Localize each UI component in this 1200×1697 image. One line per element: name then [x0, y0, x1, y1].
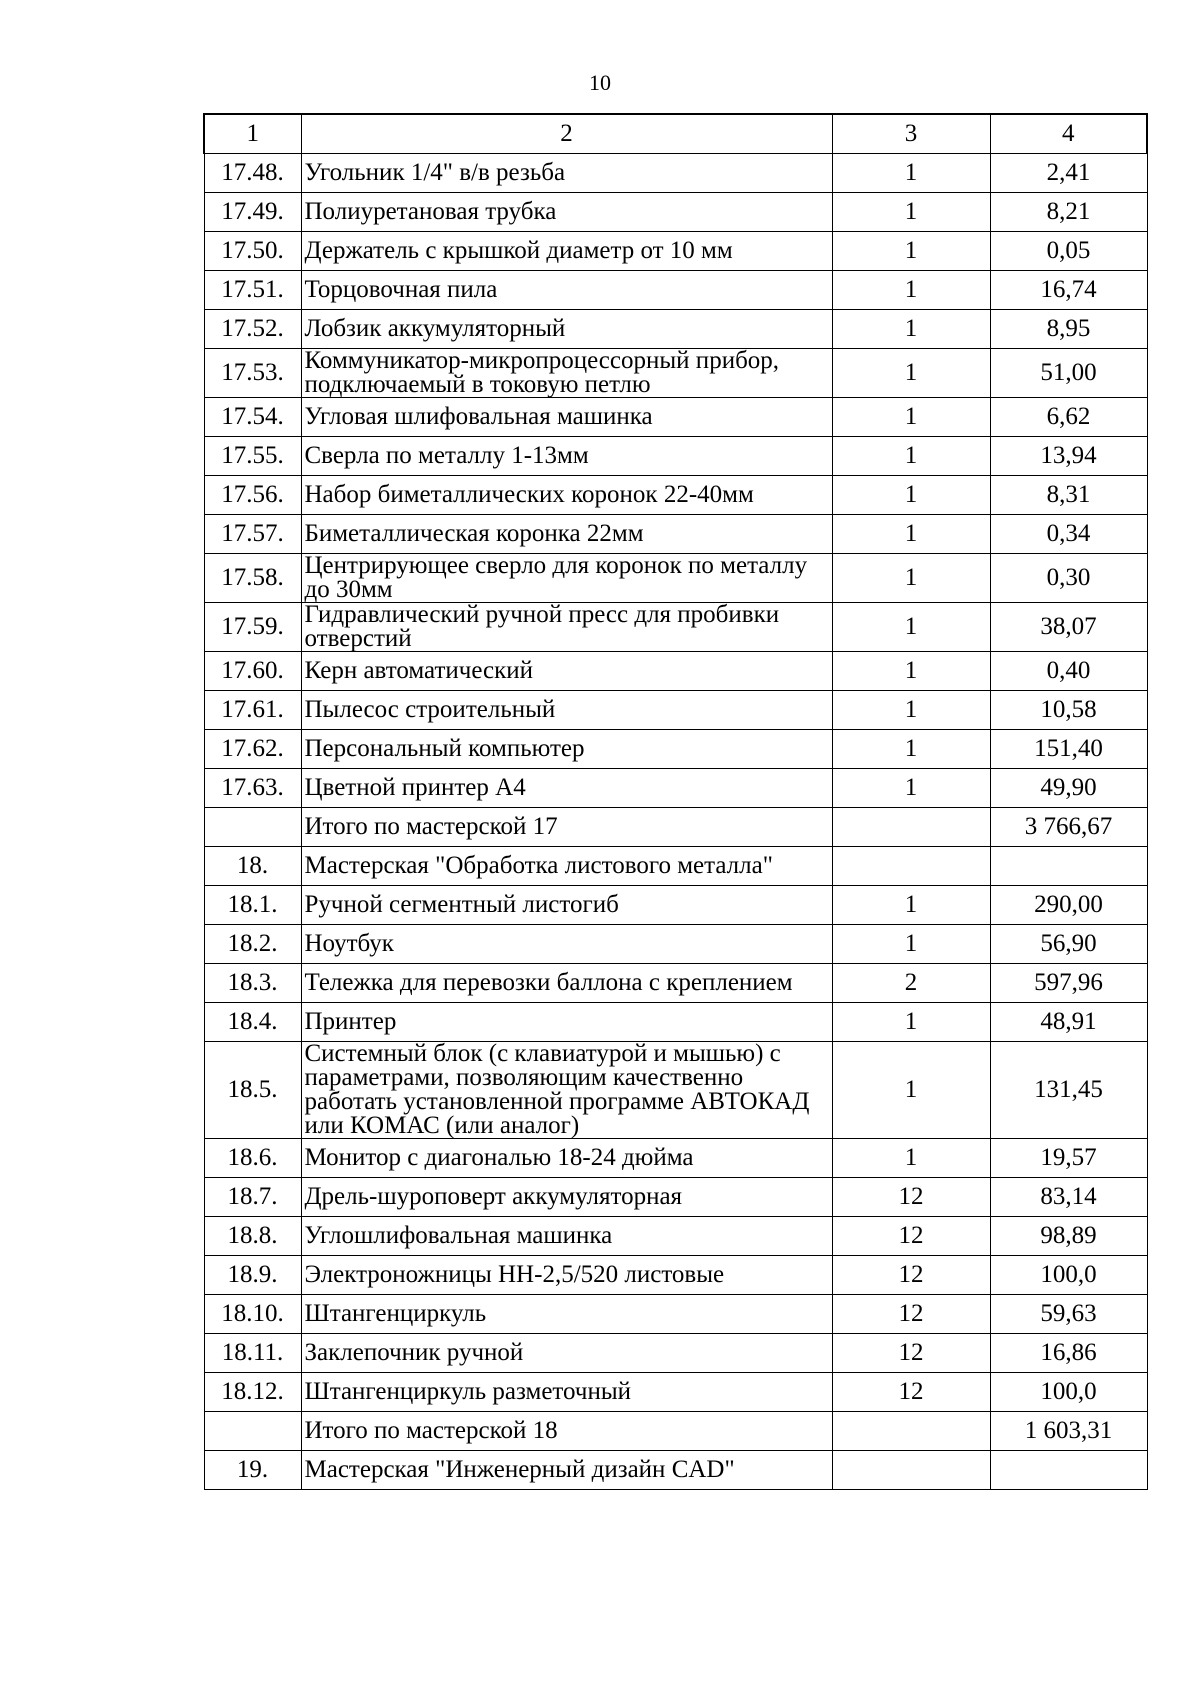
item-quantity [832, 847, 990, 886]
page-number: 10 [589, 70, 611, 95]
item-quantity: 1 [832, 769, 990, 808]
item-value: 48,91 [990, 1003, 1147, 1042]
item-quantity: 12 [832, 1217, 990, 1256]
item-value: 0,05 [990, 232, 1147, 271]
item-name: Заклепочник ручной [301, 1334, 832, 1373]
row-number: 17.55. [204, 437, 301, 476]
table-row [204, 398, 1147, 437]
table-row [204, 476, 1147, 515]
item-value: 3 766,67 [990, 808, 1147, 847]
item-quantity: 1 [832, 1003, 990, 1042]
item-quantity: 1 [832, 1042, 990, 1139]
column-header-3: 3 [832, 114, 990, 154]
table-row [204, 1451, 1147, 1490]
item-name: Угольник 1/4" в/в резьба [301, 154, 832, 193]
item-name: Итого по мастерской 18 [301, 1412, 832, 1451]
item-name: Сверла по металлу 1-13мм [301, 437, 832, 476]
item-quantity: 1 [832, 310, 990, 349]
row-number: 18.10. [204, 1295, 301, 1334]
row-number: 17.59. [204, 603, 301, 652]
table-row [204, 232, 1147, 271]
item-quantity: 1 [832, 603, 990, 652]
item-quantity: 1 [832, 886, 990, 925]
item-name: Штангенциркуль разметочный [301, 1373, 832, 1412]
item-value [990, 847, 1147, 886]
item-value: 83,14 [990, 1178, 1147, 1217]
row-number: 17.49. [204, 193, 301, 232]
item-name: Ноутбук [301, 925, 832, 964]
table-row [204, 1003, 1147, 1042]
item-value: 51,00 [990, 349, 1147, 398]
row-number: 17.61. [204, 691, 301, 730]
table-row [204, 691, 1147, 730]
item-value: 8,31 [990, 476, 1147, 515]
table-row [204, 808, 1147, 847]
row-number: 17.58. [204, 554, 301, 603]
table-header-row [204, 114, 1147, 154]
item-quantity: 12 [832, 1295, 990, 1334]
row-number: 17.57. [204, 515, 301, 554]
item-value: 131,45 [990, 1042, 1147, 1139]
item-value: 8,95 [990, 310, 1147, 349]
item-quantity: 12 [832, 1334, 990, 1373]
item-value: 6,62 [990, 398, 1147, 437]
item-name: Пылесос строительный [301, 691, 832, 730]
item-quantity [832, 1451, 990, 1490]
item-quantity: 2 [832, 964, 990, 1003]
row-number: 18.11. [204, 1334, 301, 1373]
row-number: 17.63. [204, 769, 301, 808]
item-name: Цветной принтер А4 [301, 769, 832, 808]
item-quantity [832, 1412, 990, 1451]
row-number: 17.53. [204, 349, 301, 398]
row-number: 18.2. [204, 925, 301, 964]
item-value: 0,40 [990, 652, 1147, 691]
table-row [204, 1042, 1147, 1139]
item-name: Углошлифовальная машинка [301, 1217, 832, 1256]
item-value: 10,58 [990, 691, 1147, 730]
item-quantity: 12 [832, 1178, 990, 1217]
row-number: 17.54. [204, 398, 301, 437]
item-quantity: 1 [832, 349, 990, 398]
item-quantity: 1 [832, 730, 990, 769]
row-number: 18.4. [204, 1003, 301, 1042]
item-quantity: 1 [832, 554, 990, 603]
item-value: 2,41 [990, 154, 1147, 193]
row-number: 17.52. [204, 310, 301, 349]
item-name: Держатель с крышкой диаметр от 10 мм [301, 232, 832, 271]
table-row [204, 437, 1147, 476]
column-header-1: 1 [204, 114, 301, 154]
item-name: Дрель-шуроповерт аккумуляторная [301, 1178, 832, 1217]
row-number: 18. [204, 847, 301, 886]
table-row [204, 515, 1147, 554]
item-quantity: 1 [832, 193, 990, 232]
item-quantity: 1 [832, 232, 990, 271]
row-number: 17.51. [204, 271, 301, 310]
table-row [204, 1295, 1147, 1334]
item-name: Биметаллическая коронка 22мм [301, 515, 832, 554]
item-name: Торцовочная пила [301, 271, 832, 310]
table-row [204, 1178, 1147, 1217]
row-number: 17.62. [204, 730, 301, 769]
item-value: 0,34 [990, 515, 1147, 554]
table-row [204, 271, 1147, 310]
row-number: 17.48. [204, 154, 301, 193]
row-number: 18.12. [204, 1373, 301, 1412]
table-row [204, 154, 1147, 193]
item-quantity: 1 [832, 154, 990, 193]
item-quantity: 12 [832, 1373, 990, 1412]
item-value: 16,74 [990, 271, 1147, 310]
item-value: 1 603,31 [990, 1412, 1147, 1451]
table-row [204, 1256, 1147, 1295]
row-number: 17.56. [204, 476, 301, 515]
item-name: Электроножницы НН-2,5/520 листовые [301, 1256, 832, 1295]
item-name: Угловая шлифовальная машинка [301, 398, 832, 437]
item-value: 290,00 [990, 886, 1147, 925]
row-number: 18.5. [204, 1042, 301, 1139]
item-name: Штангенциркуль [301, 1295, 832, 1334]
item-name: Итого по мастерской 17 [301, 808, 832, 847]
table-row [204, 886, 1147, 925]
table-row [204, 1139, 1147, 1178]
row-number [204, 1412, 301, 1451]
item-quantity: 12 [832, 1256, 990, 1295]
item-value: 59,63 [990, 1295, 1147, 1334]
item-name: Полиуретановая трубка [301, 193, 832, 232]
item-value: 13,94 [990, 437, 1147, 476]
table-body [204, 154, 1147, 1490]
item-name: Системный блок (с клавиатурой и мышью) с параметрами, позволяющим качественно работать установленной программе АВТОКАД или КОМАС (или аналог) [301, 1042, 832, 1139]
item-name: Тележка для перевозки баллона с креплением [301, 964, 832, 1003]
table-row [204, 1217, 1147, 1256]
item-quantity: 1 [832, 925, 990, 964]
item-value: 151,40 [990, 730, 1147, 769]
column-header-4: 4 [990, 114, 1147, 154]
item-value: 0,30 [990, 554, 1147, 603]
row-number: 17.50. [204, 232, 301, 271]
table-row [204, 652, 1147, 691]
item-name: Коммуникатор-микропроцессорный прибор, подключаемый в токовую петлю [301, 349, 832, 398]
table-row [204, 1373, 1147, 1412]
row-number: 18.3. [204, 964, 301, 1003]
item-name: Лобзик аккумуляторный [301, 310, 832, 349]
item-value: 597,96 [990, 964, 1147, 1003]
item-value: 56,90 [990, 925, 1147, 964]
row-number: 18.9. [204, 1256, 301, 1295]
table-row [204, 554, 1147, 603]
item-value: 38,07 [990, 603, 1147, 652]
item-value: 100,0 [990, 1373, 1147, 1412]
column-header-2: 2 [301, 114, 832, 154]
item-name: Мастерская "Инженерный дизайн CAD" [301, 1451, 832, 1490]
item-name: Принтер [301, 1003, 832, 1042]
item-value [990, 1451, 1147, 1490]
row-number: 18.1. [204, 886, 301, 925]
item-quantity: 1 [832, 652, 990, 691]
table-row [204, 769, 1147, 808]
item-quantity: 1 [832, 476, 990, 515]
table-row [204, 193, 1147, 232]
item-name: Мастерская "Обработка листового металла" [301, 847, 832, 886]
table-row [204, 1412, 1147, 1451]
item-value: 100,0 [990, 1256, 1147, 1295]
item-quantity [832, 808, 990, 847]
item-name: Ручной сегментный листогиб [301, 886, 832, 925]
row-number: 19. [204, 1451, 301, 1490]
table-row [204, 847, 1147, 886]
item-quantity: 1 [832, 691, 990, 730]
item-name: Гидравлический ручной пресс для пробивки отверстий [301, 603, 832, 652]
table-row [204, 603, 1147, 652]
row-number: 18.8. [204, 1217, 301, 1256]
table-row [204, 925, 1147, 964]
item-name: Керн автоматический [301, 652, 832, 691]
table-row [204, 349, 1147, 398]
item-value: 19,57 [990, 1139, 1147, 1178]
item-quantity: 1 [832, 398, 990, 437]
equipment-table [203, 113, 1148, 1490]
table-row [204, 730, 1147, 769]
table-row [204, 1334, 1147, 1373]
item-name: Центрирующее сверло для коронок по металлу до 30мм [301, 554, 832, 603]
item-quantity: 1 [832, 1139, 990, 1178]
item-quantity: 1 [832, 437, 990, 476]
item-name: Персональный компьютер [301, 730, 832, 769]
item-value: 16,86 [990, 1334, 1147, 1373]
row-number: 18.7. [204, 1178, 301, 1217]
item-value: 49,90 [990, 769, 1147, 808]
row-number: 18.6. [204, 1139, 301, 1178]
item-name: Монитор с диагональю 18-24 дюйма [301, 1139, 832, 1178]
table-row [204, 964, 1147, 1003]
row-number: 17.60. [204, 652, 301, 691]
item-name: Набор биметаллических коронок 22-40мм [301, 476, 832, 515]
item-value: 98,89 [990, 1217, 1147, 1256]
item-value: 8,21 [990, 193, 1147, 232]
table-row [204, 310, 1147, 349]
item-quantity: 1 [832, 271, 990, 310]
item-quantity: 1 [832, 515, 990, 554]
row-number [204, 808, 301, 847]
